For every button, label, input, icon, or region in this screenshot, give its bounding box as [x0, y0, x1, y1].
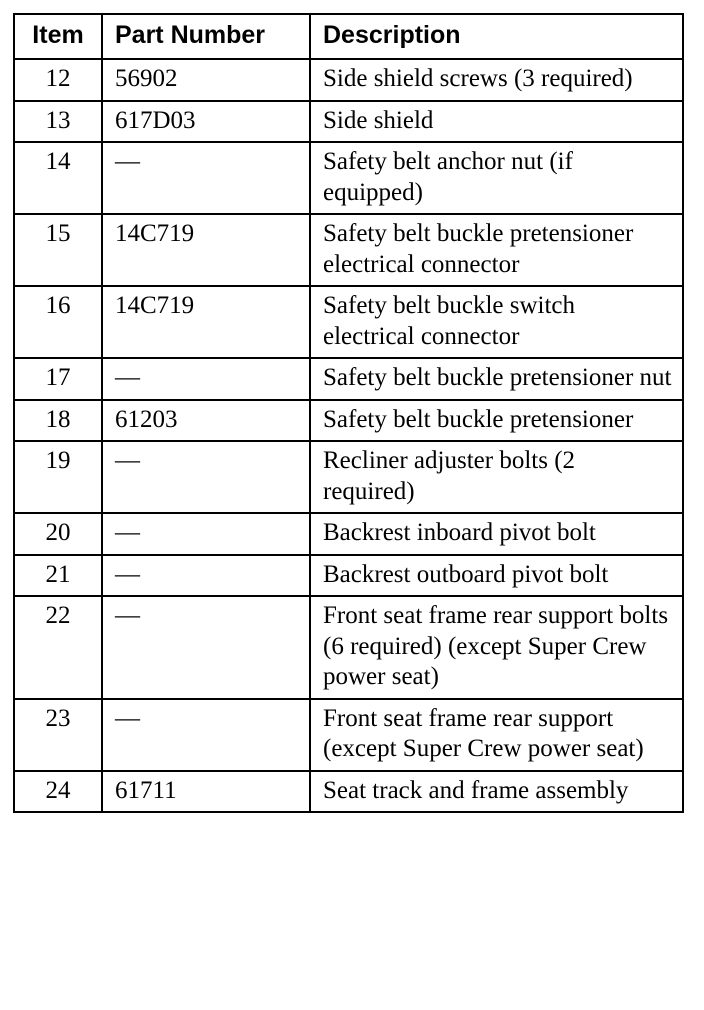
item-number-cell: 16: [14, 286, 102, 358]
item-number-cell: 15: [14, 214, 102, 286]
description-cell: Seat track and frame assembly: [310, 771, 683, 813]
item-number-cell: 22: [14, 596, 102, 699]
part-number-cell: —: [102, 555, 310, 597]
part-number-cell: 14C719: [102, 214, 310, 286]
description-cell: Safety belt buckle pretensioner nut: [310, 358, 683, 400]
part-number-cell: —: [102, 513, 310, 555]
item-number-cell: 12: [14, 59, 102, 101]
part-number-cell: —: [102, 142, 310, 214]
part-number-cell: —: [102, 699, 310, 771]
header-description: Description: [310, 14, 683, 59]
table-row: [14, 699, 683, 771]
part-number-cell: 61203: [102, 400, 310, 442]
description-cell: Recliner adjuster bolts (2 required): [310, 441, 683, 513]
part-number-cell: —: [102, 596, 310, 699]
description-cell: Front seat frame rear support bolts (6 required) (except Super Crew power seat): [310, 596, 683, 699]
table-row: [14, 101, 683, 143]
table-row: [14, 596, 683, 699]
part-number-cell: 56902: [102, 59, 310, 101]
item-number-cell: 18: [14, 400, 102, 442]
item-number-cell: 17: [14, 358, 102, 400]
description-cell: Safety belt buckle switch electrical connector: [310, 286, 683, 358]
description-cell: Safety belt buckle pretensioner: [310, 400, 683, 442]
part-number-cell: 617D03: [102, 101, 310, 143]
item-number-cell: 14: [14, 142, 102, 214]
table-row: [14, 555, 683, 597]
table-row: [14, 771, 683, 813]
table-row: [14, 513, 683, 555]
parts-table: [13, 13, 684, 813]
part-number-cell: —: [102, 441, 310, 513]
header-part-number: Part Number: [102, 14, 310, 59]
item-number-cell: 19: [14, 441, 102, 513]
item-number-cell: 13: [14, 101, 102, 143]
description-cell: Safety belt buckle pretensioner electrical connector: [310, 214, 683, 286]
part-number-cell: —: [102, 358, 310, 400]
description-cell: Front seat frame rear support (except Super Crew power seat): [310, 699, 683, 771]
table-row: [14, 358, 683, 400]
table-row: [14, 59, 683, 101]
item-number-cell: 23: [14, 699, 102, 771]
table-row: [14, 142, 683, 214]
table-row: [14, 400, 683, 442]
description-cell: Side shield screws (3 required): [310, 59, 683, 101]
description-cell: Backrest outboard pivot bolt: [310, 555, 683, 597]
part-number-cell: 14C719: [102, 286, 310, 358]
part-number-cell: 61711: [102, 771, 310, 813]
table-row: [14, 214, 683, 286]
item-number-cell: 20: [14, 513, 102, 555]
description-cell: Safety belt anchor nut (if equipped): [310, 142, 683, 214]
item-number-cell: 24: [14, 771, 102, 813]
header-item: Item: [14, 14, 102, 59]
description-cell: Side shield: [310, 101, 683, 143]
table-row: [14, 441, 683, 513]
header-row: [14, 14, 683, 59]
item-number-cell: 21: [14, 555, 102, 597]
table-row: [14, 286, 683, 358]
table-body: [14, 59, 683, 812]
description-cell: Backrest inboard pivot bolt: [310, 513, 683, 555]
